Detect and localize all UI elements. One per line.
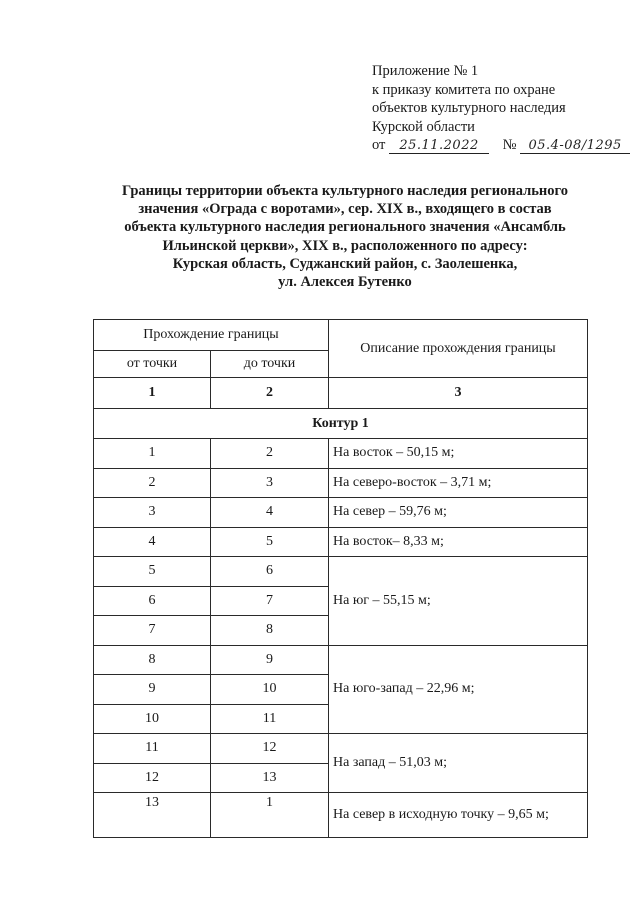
table-row	[94, 439, 588, 469]
appendix-line-2: к приказу комитета по охране	[372, 81, 556, 98]
to-point: 12	[211, 734, 329, 764]
title-line-2: значения «Ограда с воротами», сер. XIX в., входящего в состав	[138, 201, 552, 218]
to-point: 7	[211, 586, 329, 616]
description-cell: На север в исходную точку – 9,65 м;	[329, 793, 588, 838]
table-row	[94, 527, 588, 557]
title-line-4: Ильинской церкви», XIX в., расположенного по адресу:	[162, 237, 528, 254]
description-cell: На восток– 8,33 м;	[329, 527, 588, 557]
order-date-number	[372, 136, 630, 155]
to-point: 4	[211, 498, 329, 528]
from-point: 11	[94, 734, 211, 764]
from-point: 2	[94, 468, 211, 498]
to-point: 8	[211, 616, 329, 646]
description-cell: На север – 59,76 м;	[329, 498, 588, 528]
from-point: 13	[94, 793, 211, 838]
from-point: 7	[94, 616, 211, 646]
col-number-2: 2	[211, 378, 329, 409]
table-row	[94, 734, 588, 764]
to-point: 3	[211, 468, 329, 498]
to-point: 10	[211, 675, 329, 705]
header-passage: Прохождение границы	[94, 320, 329, 351]
contour-label: Контур 1	[94, 409, 588, 439]
description-cell: На запад – 51,03 м;	[329, 734, 588, 793]
title-line-3: объекта культурного наследия регионального значения «Ансамбль	[124, 219, 566, 236]
appendix-header	[372, 62, 630, 155]
from-point: 10	[94, 704, 211, 734]
to-point: 13	[211, 763, 329, 793]
description-cell: На юго-запад – 22,96 м;	[329, 645, 588, 734]
description-cell: На северо-восток – 3,71 м;	[329, 468, 588, 498]
number-prefix: №	[502, 137, 517, 153]
header-to: до точки	[211, 351, 329, 378]
title-line-5: Курская область, Суджанский район, с. Заолешенка,	[172, 255, 518, 272]
table-row	[94, 557, 588, 587]
title-line-6: ул. Алексея Бутенко	[278, 274, 412, 291]
to-point: 1	[211, 793, 329, 838]
from-point: 3	[94, 498, 211, 528]
appendix-line-1: Приложение № 1	[372, 63, 479, 79]
table-row	[94, 468, 588, 498]
from-point: 4	[94, 527, 211, 557]
to-point: 11	[211, 704, 329, 734]
to-point: 9	[211, 645, 329, 675]
column-number-row	[94, 378, 588, 409]
to-point: 5	[211, 527, 329, 557]
table-row	[94, 645, 588, 675]
table-row	[94, 793, 588, 838]
document-title	[80, 182, 610, 291]
header-description: Описание прохождения границы	[329, 320, 588, 378]
appendix-line-3: объектов культурного наследия	[372, 100, 566, 116]
title-line-1: Границы территории объекта культурного наследия регионального	[122, 183, 568, 199]
description-cell: На восток – 50,15 м;	[329, 439, 588, 469]
boundary-table	[93, 319, 588, 838]
header-from: от точки	[94, 351, 211, 378]
description-cell: На юг – 55,15 м;	[329, 557, 588, 646]
appendix-line-4: Курской области	[372, 118, 475, 135]
from-point: 12	[94, 763, 211, 793]
to-point: 6	[211, 557, 329, 587]
from-point: 6	[94, 586, 211, 616]
order-date: 25.11.2022	[389, 138, 489, 154]
to-point: 2	[211, 439, 329, 469]
date-prefix: от	[372, 137, 386, 153]
order-number: 05.4-08/1295	[520, 138, 630, 154]
header-row-1	[94, 320, 588, 351]
contour-row	[94, 409, 588, 439]
from-point: 5	[94, 557, 211, 587]
from-point: 8	[94, 645, 211, 675]
col-number-1: 1	[94, 378, 211, 409]
table-row	[94, 498, 588, 528]
from-point: 9	[94, 675, 211, 705]
from-point: 1	[94, 439, 211, 469]
col-number-3: 3	[329, 378, 588, 409]
